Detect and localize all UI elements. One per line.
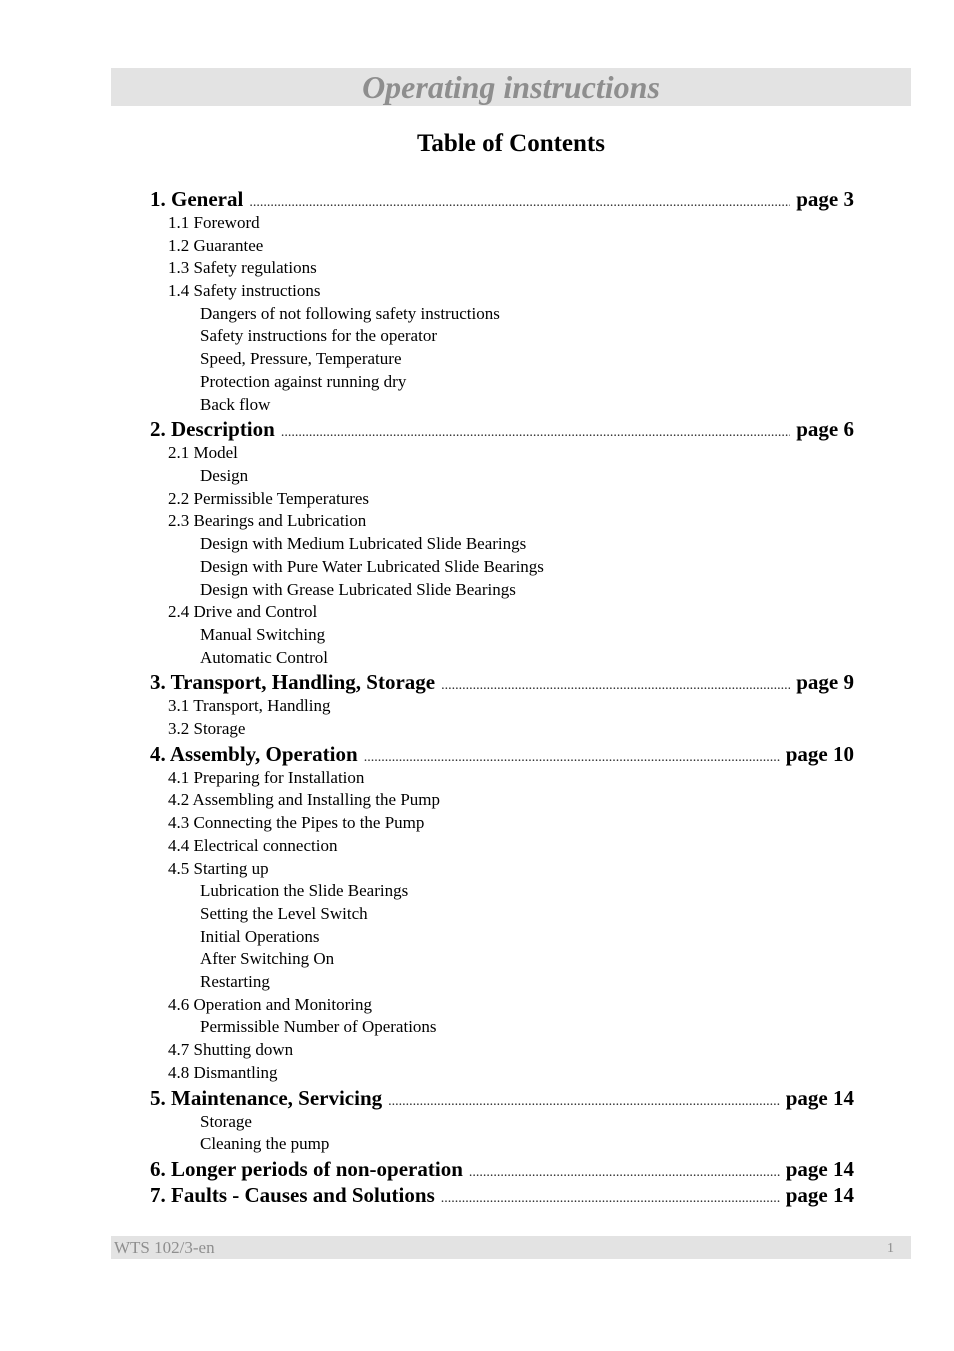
toc-subsubsection[interactable]: Design with Grease Lubricated Slide Bearings	[200, 580, 516, 599]
document-code: WTS 102/3-en	[114, 1238, 215, 1257]
toc-section-page: page 14	[785, 1085, 854, 1110]
toc-section-label: 2. Description	[150, 417, 275, 442]
toc-subsubsection[interactable]: Initial Operations	[200, 927, 320, 946]
toc-subsection[interactable]: 4.6 Operation and Monitoring	[168, 995, 372, 1014]
document-title: Operating instructions	[362, 69, 660, 105]
toc-section-page: page 6	[796, 417, 854, 442]
toc-section[interactable]	[150, 1182, 854, 1212]
toc-subsubsection[interactable]: Automatic Control	[200, 648, 328, 667]
toc-subsection[interactable]: 1.1 Foreword	[168, 213, 260, 232]
toc-section-page: page 3	[796, 187, 854, 211]
toc-section[interactable]	[150, 416, 854, 446]
toc-subsection[interactable]: 3.2 Storage	[168, 719, 246, 738]
toc-subsection[interactable]: 2.4 Drive and Control	[168, 602, 318, 621]
toc-subsubsection[interactable]: Manual Switching	[200, 625, 326, 644]
toc-subsection[interactable]: 4.5 Starting up	[168, 859, 269, 878]
toc-leader-dots	[441, 1186, 780, 1212]
toc-subsubsection[interactable]: Setting the Level Switch	[200, 904, 368, 923]
toc-subsubsection[interactable]: Dangers of not following safety instructions	[200, 304, 500, 323]
toc-subsection[interactable]: 4.7 Shutting down	[168, 1040, 294, 1059]
toc-subsection[interactable]: 2.3 Bearings and Lubrication	[168, 511, 367, 530]
toc-section-page: page 10	[785, 741, 854, 766]
toc-subsection[interactable]: 3.1 Transport, Handling	[168, 696, 331, 715]
toc-subsubsection[interactable]: Speed, Pressure, Temperature	[200, 349, 402, 368]
toc-subsubsection[interactable]: Storage	[200, 1112, 252, 1131]
toc-subsubsection[interactable]: Safety instructions for the operator	[200, 326, 437, 345]
toc-subsubsection[interactable]: Permissible Number of Operations	[200, 1017, 437, 1036]
toc-section-label: 4. Assembly, Operation	[150, 741, 358, 766]
toc-subsection[interactable]: 2.1 Model	[168, 443, 238, 462]
toc-subsection[interactable]: 4.2 Assembling and Installing the Pump	[168, 790, 440, 809]
toc-subsubsection[interactable]: After Switching On	[200, 949, 335, 968]
toc-section-label: 3. Transport, Handling, Storage	[150, 670, 436, 695]
toc-section-page: page 9	[796, 670, 854, 695]
toc-subsubsection[interactable]: Back flow	[200, 395, 271, 414]
toc-section-label: 6. Longer periods of non-operation	[150, 1156, 463, 1181]
toc-subsection[interactable]: 2.2 Permissible Temperatures	[168, 489, 370, 508]
toc-subsection[interactable]: 4.8 Dismantling	[168, 1063, 278, 1082]
toc-subsection[interactable]: 4.4 Electrical connection	[168, 836, 338, 855]
toc-subsubsection[interactable]: Lubrication the Slide Bearings	[200, 881, 409, 900]
toc-subsubsection[interactable]: Restarting	[200, 972, 270, 991]
toc-subsubsection[interactable]: Cleaning the pump	[200, 1134, 330, 1153]
toc-leader-dots	[364, 745, 780, 771]
toc-leader-dots	[441, 673, 790, 699]
page-number: 1	[887, 1241, 894, 1256]
toc-subsection[interactable]: 1.4 Safety instructions	[168, 281, 321, 300]
toc-leader-dots	[249, 190, 790, 216]
toc-subsubsection[interactable]: Design with Medium Lubricated Slide Bearings	[200, 534, 527, 553]
toc-section-label: 1. General	[150, 187, 244, 211]
toc-subsection[interactable]: 1.2 Guarantee	[168, 236, 264, 255]
toc-subsubsection[interactable]: Design	[200, 466, 249, 485]
toc-leader-dots	[388, 1089, 780, 1115]
toc-title: Table of Contents	[417, 130, 605, 157]
toc-section-label: 5. Maintenance, Servicing	[150, 1085, 383, 1110]
toc-section-label: 7. Faults - Causes and Solutions	[150, 1182, 435, 1207]
toc-section-page: page 14	[785, 1182, 854, 1207]
toc-section-page: page 14	[785, 1156, 854, 1181]
toc-subsection[interactable]: 4.1 Preparing for Installation	[168, 768, 365, 787]
toc-section[interactable]	[150, 1085, 854, 1115]
toc-subsection[interactable]: 4.3 Connecting the Pipes to the Pump	[168, 813, 425, 832]
toc-subsection[interactable]: 1.3 Safety regulations	[168, 258, 317, 277]
toc-subsubsection[interactable]: Design with Pure Water Lubricated Slide Bearings	[200, 557, 544, 576]
toc-leader-dots	[281, 420, 790, 446]
footer-bar	[111, 1236, 911, 1259]
toc-subsubsection[interactable]: Protection against running dry	[200, 372, 407, 391]
